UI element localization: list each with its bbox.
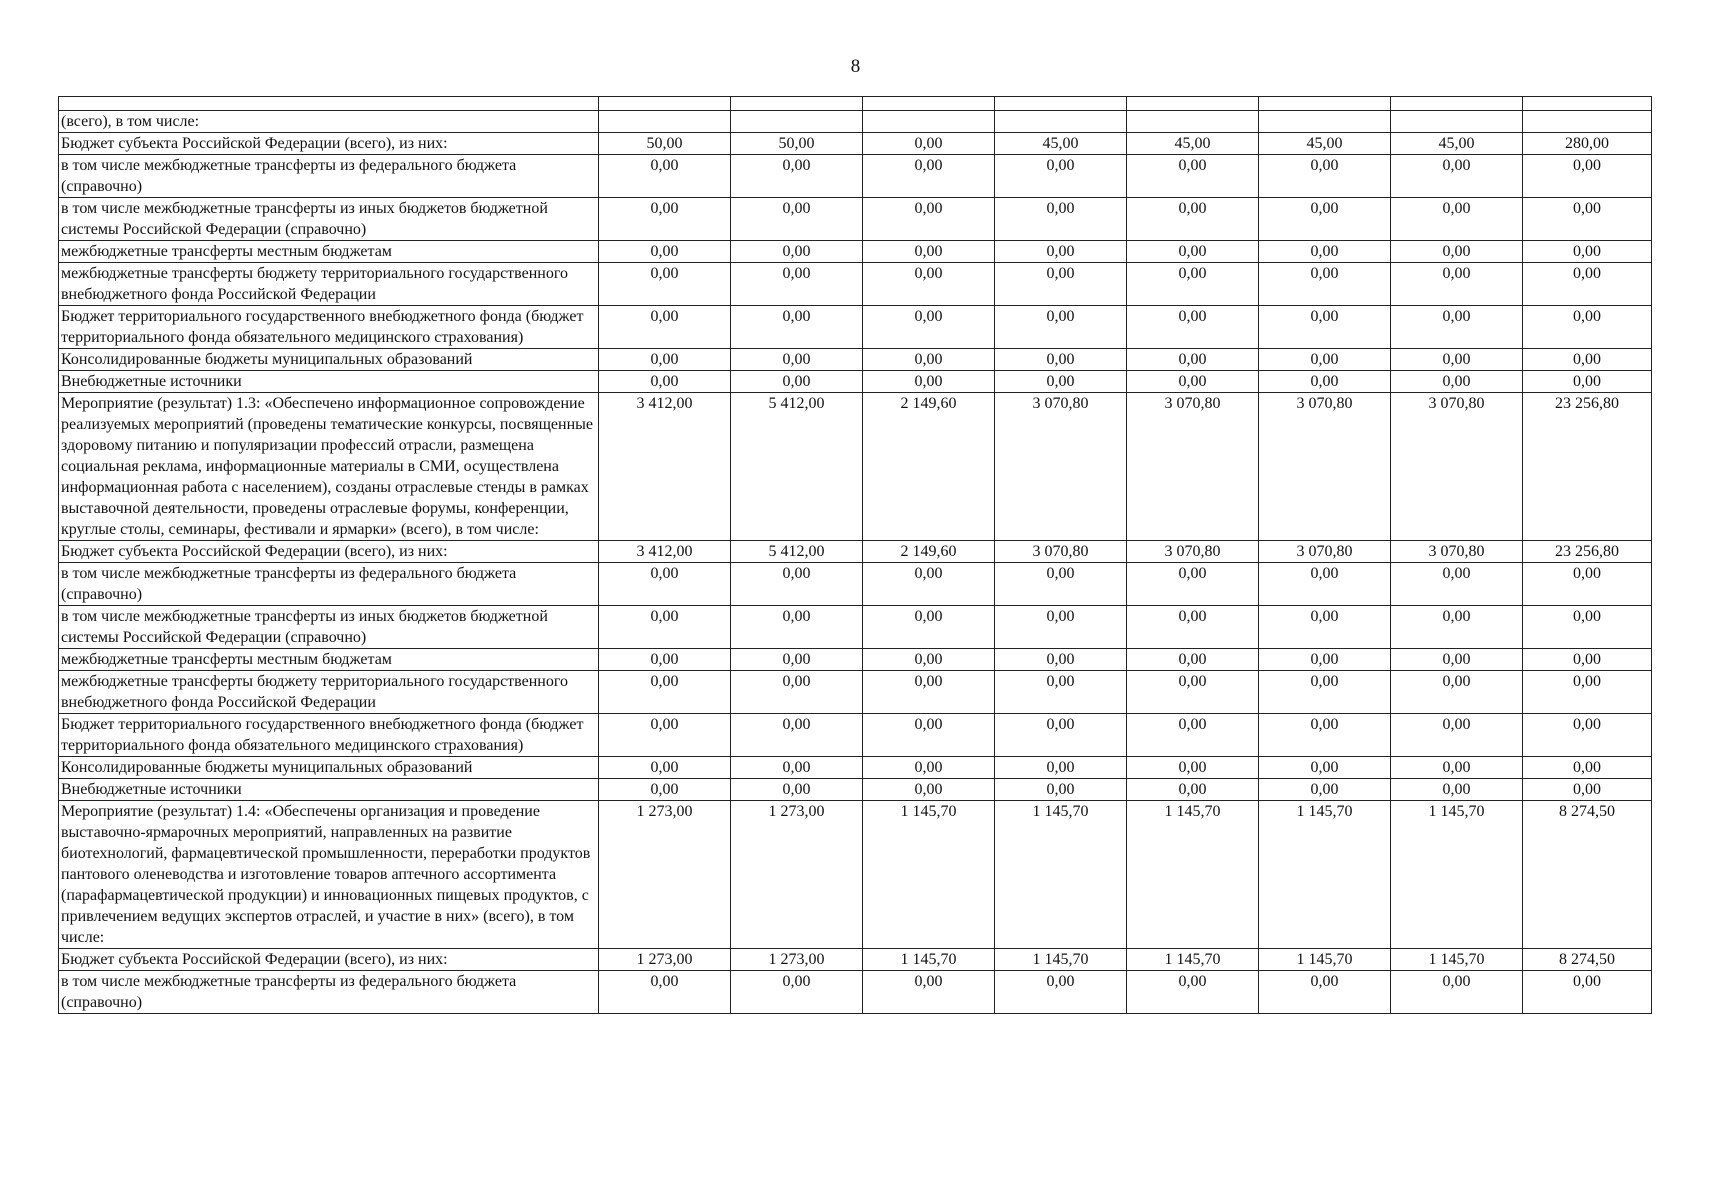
value-cell: 0,00 (599, 671, 731, 714)
value-cell: 0,00 (1523, 155, 1652, 198)
value-cell: 0,00 (731, 649, 863, 671)
table-row (59, 198, 1652, 241)
value-cell: 0,00 (1127, 349, 1259, 371)
table-row (59, 241, 1652, 263)
value-cell: 0,00 (1391, 779, 1523, 801)
value-cell: 0,00 (1523, 306, 1652, 349)
value-cell: 0,00 (1127, 306, 1259, 349)
value-cell: 0,00 (599, 371, 731, 393)
value-cell: 1 273,00 (731, 801, 863, 949)
value-cell: 0,00 (599, 155, 731, 198)
value-cell: 50,00 (731, 133, 863, 155)
value-cell: 0,00 (1523, 779, 1652, 801)
value-cell: 0,00 (731, 241, 863, 263)
value-cell: 5 412,00 (731, 541, 863, 563)
value-cell: 0,00 (731, 757, 863, 779)
value-cell: 0,00 (1127, 971, 1259, 1014)
value-cell: 3 412,00 (599, 541, 731, 563)
value-cell: 0,00 (1127, 671, 1259, 714)
value-cell: 0,00 (1523, 349, 1652, 371)
value-cell: 0,00 (995, 714, 1127, 757)
value-cell: 3 070,80 (1259, 393, 1391, 541)
value-cell: 0,00 (1523, 971, 1652, 1014)
value-cell: 0,00 (1127, 263, 1259, 306)
value-cell: 3 412,00 (599, 393, 731, 541)
table-row (59, 563, 1652, 606)
row-label: Внебюджетные источники (59, 779, 599, 801)
value-cell: 0,00 (1391, 306, 1523, 349)
table-row (59, 971, 1652, 1014)
value-cell: 3 070,80 (995, 393, 1127, 541)
table-row (59, 349, 1652, 371)
value-cell: 45,00 (1391, 133, 1523, 155)
value-cell: 0,00 (995, 757, 1127, 779)
row-label: межбюджетные трансферты бюджету территориального государственного внебюджетного фонда Российской Федерации (59, 263, 599, 306)
table-row (59, 671, 1652, 714)
value-cell: 0,00 (1391, 606, 1523, 649)
value-cell: 0,00 (995, 779, 1127, 801)
value-cell: 1 145,70 (863, 801, 995, 949)
row-label: Бюджет субъекта Российской Федерации (всего), из них: (59, 133, 599, 155)
value-cell: 0,00 (1391, 971, 1523, 1014)
value-cell: 0,00 (731, 779, 863, 801)
value-cell: 0,00 (863, 779, 995, 801)
value-cell (1523, 111, 1652, 133)
value-cell: 1 273,00 (599, 801, 731, 949)
value-cell: 0,00 (1259, 649, 1391, 671)
value-cell: 0,00 (1259, 714, 1391, 757)
table-row (59, 779, 1652, 801)
row-label: в том числе межбюджетные трансферты из федерального бюджета (справочно) (59, 563, 599, 606)
row-label: в том числе межбюджетные трансферты из иных бюджетов бюджетной системы Российской Федерации (справочно) (59, 606, 599, 649)
row-label: Мероприятие (результат) 1.3: «Обеспечено информационное сопровождение реализуемых мероприятий (проведены тематические конкурсы, посвященные здоровому питанию и популяризации профессий отрасли, размещена социальная реклама, информационные материалы в СМИ, осуществлена информационная работа с населением), созданы отраслевые стенды в рамках выставочной деятельности, проведены отраслевые форумы, конференции, круглые столы, семинары, фестивали и ярмарки» (всего), в том числе: (59, 393, 599, 541)
value-cell: 1 145,70 (995, 801, 1127, 949)
value-cell: 0,00 (1259, 779, 1391, 801)
value-cell: 0,00 (863, 714, 995, 757)
value-cell: 0,00 (1259, 263, 1391, 306)
value-cell: 0,00 (863, 757, 995, 779)
value-cell: 2 149,60 (863, 541, 995, 563)
value-cell (1259, 111, 1391, 133)
table-row (59, 371, 1652, 393)
value-cell: 0,00 (863, 306, 995, 349)
value-cell: 0,00 (863, 606, 995, 649)
value-cell: 0,00 (1259, 757, 1391, 779)
value-cell: 0,00 (863, 971, 995, 1014)
value-cell: 0,00 (599, 563, 731, 606)
table-row (59, 949, 1652, 971)
table-row (59, 757, 1652, 779)
value-cell: 0,00 (1127, 606, 1259, 649)
table-row (59, 606, 1652, 649)
value-cell: 0,00 (1391, 263, 1523, 306)
value-cell: 0,00 (1523, 563, 1652, 606)
row-label: (всего), в том числе: (59, 111, 599, 133)
value-cell: 0,00 (995, 971, 1127, 1014)
table-top-edge-row (59, 97, 1652, 111)
value-cell: 0,00 (599, 241, 731, 263)
value-cell: 0,00 (1127, 714, 1259, 757)
value-cell: 0,00 (1127, 198, 1259, 241)
table-row (59, 714, 1652, 757)
row-label: межбюджетные трансферты местным бюджетам (59, 241, 599, 263)
value-cell: 0,00 (995, 606, 1127, 649)
value-cell: 0,00 (731, 714, 863, 757)
value-cell: 0,00 (1523, 241, 1652, 263)
value-cell: 0,00 (1391, 371, 1523, 393)
value-cell: 0,00 (995, 671, 1127, 714)
row-label: Внебюджетные источники (59, 371, 599, 393)
value-cell: 0,00 (1127, 371, 1259, 393)
row-label: Бюджет территориального государственного внебюджетного фонда (бюджет территориального фонда обязательного медицинского страхования) (59, 714, 599, 757)
value-cell: 1 145,70 (1259, 949, 1391, 971)
value-cell: 1 145,70 (1391, 949, 1523, 971)
value-cell: 0,00 (1127, 757, 1259, 779)
value-cell: 0,00 (1523, 714, 1652, 757)
value-cell: 0,00 (599, 649, 731, 671)
value-cell: 0,00 (731, 155, 863, 198)
value-cell: 3 070,80 (1127, 393, 1259, 541)
value-cell: 0,00 (599, 971, 731, 1014)
value-cell: 0,00 (731, 263, 863, 306)
value-cell: 0,00 (1259, 606, 1391, 649)
value-cell: 0,00 (731, 198, 863, 241)
value-cell: 0,00 (1127, 563, 1259, 606)
value-cell: 0,00 (1259, 563, 1391, 606)
row-label: межбюджетные трансферты бюджету территориального государственного внебюджетного фонда Российской Федерации (59, 671, 599, 714)
value-cell: 0,00 (599, 306, 731, 349)
value-cell: 0,00 (1391, 563, 1523, 606)
value-cell: 0,00 (1391, 241, 1523, 263)
value-cell: 280,00 (1523, 133, 1652, 155)
value-cell: 3 070,80 (1391, 541, 1523, 563)
value-cell: 1 145,70 (1127, 801, 1259, 949)
value-cell: 3 070,80 (1127, 541, 1259, 563)
value-cell: 0,00 (1391, 757, 1523, 779)
value-cell: 0,00 (1259, 971, 1391, 1014)
value-cell: 0,00 (1391, 198, 1523, 241)
value-cell: 0,00 (1127, 649, 1259, 671)
value-cell: 5 412,00 (731, 393, 863, 541)
value-cell: 0,00 (995, 241, 1127, 263)
value-cell: 1 273,00 (731, 949, 863, 971)
value-cell: 0,00 (1391, 349, 1523, 371)
value-cell: 0,00 (1391, 671, 1523, 714)
value-cell: 0,00 (863, 198, 995, 241)
value-cell: 23 256,80 (1523, 541, 1652, 563)
value-cell: 0,00 (863, 155, 995, 198)
value-cell: 0,00 (1523, 263, 1652, 306)
row-label: Бюджет субъекта Российской Федерации (всего), из них: (59, 949, 599, 971)
value-cell: 1 145,70 (1259, 801, 1391, 949)
table-row (59, 541, 1652, 563)
table-body (59, 97, 1652, 1014)
value-cell: 0,00 (731, 563, 863, 606)
value-cell: 0,00 (1523, 649, 1652, 671)
value-cell (863, 111, 995, 133)
value-cell: 0,00 (863, 349, 995, 371)
table-row (59, 306, 1652, 349)
value-cell (731, 111, 863, 133)
value-cell: 0,00 (599, 757, 731, 779)
value-cell: 0,00 (863, 371, 995, 393)
value-cell: 0,00 (863, 263, 995, 306)
row-label: в том числе межбюджетные трансферты из федерального бюджета (справочно) (59, 155, 599, 198)
row-label: межбюджетные трансферты местным бюджетам (59, 649, 599, 671)
value-cell: 0,00 (1523, 606, 1652, 649)
value-cell: 0,00 (995, 371, 1127, 393)
table-row (59, 155, 1652, 198)
row-label: Консолидированные бюджеты муниципальных образований (59, 757, 599, 779)
value-cell: 0,00 (863, 649, 995, 671)
row-label: в том числе межбюджетные трансферты из федерального бюджета (справочно) (59, 971, 599, 1014)
value-cell: 3 070,80 (1391, 393, 1523, 541)
value-cell: 0,00 (1523, 371, 1652, 393)
value-cell: 0,00 (731, 971, 863, 1014)
row-label: Бюджет территориального государственного внебюджетного фонда (бюджет территориального фонда обязательного медицинского страхования) (59, 306, 599, 349)
value-cell: 0,00 (995, 649, 1127, 671)
value-cell: 0,00 (731, 606, 863, 649)
value-cell: 3 070,80 (1259, 541, 1391, 563)
value-cell: 0,00 (1259, 349, 1391, 371)
row-label: Бюджет субъекта Российской Федерации (всего), из них: (59, 541, 599, 563)
value-cell: 0,00 (863, 671, 995, 714)
value-cell: 0,00 (1259, 241, 1391, 263)
value-cell: 0,00 (995, 349, 1127, 371)
value-cell: 0,00 (599, 198, 731, 241)
value-cell: 8 274,50 (1523, 949, 1652, 971)
value-cell: 0,00 (995, 155, 1127, 198)
table-row (59, 263, 1652, 306)
row-label: в том числе межбюджетные трансферты из иных бюджетов бюджетной системы Российской Федерации (справочно) (59, 198, 599, 241)
value-cell: 1 273,00 (599, 949, 731, 971)
value-cell: 0,00 (1259, 306, 1391, 349)
value-cell: 3 070,80 (995, 541, 1127, 563)
value-cell: 1 145,70 (1127, 949, 1259, 971)
value-cell: 1 145,70 (995, 949, 1127, 971)
value-cell: 1 145,70 (863, 949, 995, 971)
value-cell: 0,00 (731, 349, 863, 371)
value-cell: 0,00 (1259, 198, 1391, 241)
value-cell: 0,00 (1391, 714, 1523, 757)
value-cell: 0,00 (1391, 155, 1523, 198)
value-cell: 0,00 (599, 606, 731, 649)
value-cell (995, 111, 1127, 133)
value-cell: 0,00 (1391, 649, 1523, 671)
value-cell: 50,00 (599, 133, 731, 155)
value-cell: 0,00 (863, 241, 995, 263)
value-cell: 45,00 (995, 133, 1127, 155)
value-cell: 0,00 (1259, 671, 1391, 714)
value-cell: 0,00 (863, 563, 995, 606)
value-cell: 0,00 (995, 306, 1127, 349)
value-cell: 45,00 (1127, 133, 1259, 155)
row-label: Мероприятие (результат) 1.4: «Обеспечены организация и проведение выставочно-ярмарочных мероприятий, направленных на развитие биотехнологий, фармацевтической промышленности, переработки продуктов пантового оленеводства и изготовление товаров аптечного ассортимента (парафармацевтической продукции) и инновационных пищевых продуктов, с привлечением ведущих экспертов отраслей, и участие в них» (всего), в том числе: (59, 801, 599, 949)
value-cell (1391, 111, 1523, 133)
value-cell: 8 274,50 (1523, 801, 1652, 949)
value-cell: 0,00 (599, 714, 731, 757)
value-cell: 0,00 (995, 198, 1127, 241)
page-number: 8 (850, 56, 861, 77)
value-cell: 0,00 (1127, 155, 1259, 198)
table-row (59, 649, 1652, 671)
value-cell: 23 256,80 (1523, 393, 1652, 541)
value-cell: 0,00 (1523, 757, 1652, 779)
budget-table (58, 96, 1652, 1014)
value-cell: 0,00 (1259, 371, 1391, 393)
value-cell: 45,00 (1259, 133, 1391, 155)
value-cell: 0,00 (1127, 241, 1259, 263)
value-cell: 0,00 (1523, 198, 1652, 241)
value-cell: 0,00 (731, 671, 863, 714)
value-cell: 1 145,70 (1391, 801, 1523, 949)
table-row (59, 393, 1652, 541)
value-cell: 0,00 (731, 371, 863, 393)
value-cell: 0,00 (995, 563, 1127, 606)
value-cell: 0,00 (599, 779, 731, 801)
value-cell (599, 111, 731, 133)
value-cell: 0,00 (599, 263, 731, 306)
row-label: Консолидированные бюджеты муниципальных образований (59, 349, 599, 371)
table-row (59, 133, 1652, 155)
value-cell: 0,00 (731, 306, 863, 349)
value-cell: 0,00 (863, 133, 995, 155)
value-cell: 0,00 (995, 263, 1127, 306)
value-cell (1127, 111, 1259, 133)
value-cell: 0,00 (599, 349, 731, 371)
value-cell: 0,00 (1523, 671, 1652, 714)
value-cell: 0,00 (1127, 779, 1259, 801)
table-row (59, 801, 1652, 949)
table-row (59, 111, 1652, 133)
value-cell: 2 149,60 (863, 393, 995, 541)
value-cell: 0,00 (1259, 155, 1391, 198)
